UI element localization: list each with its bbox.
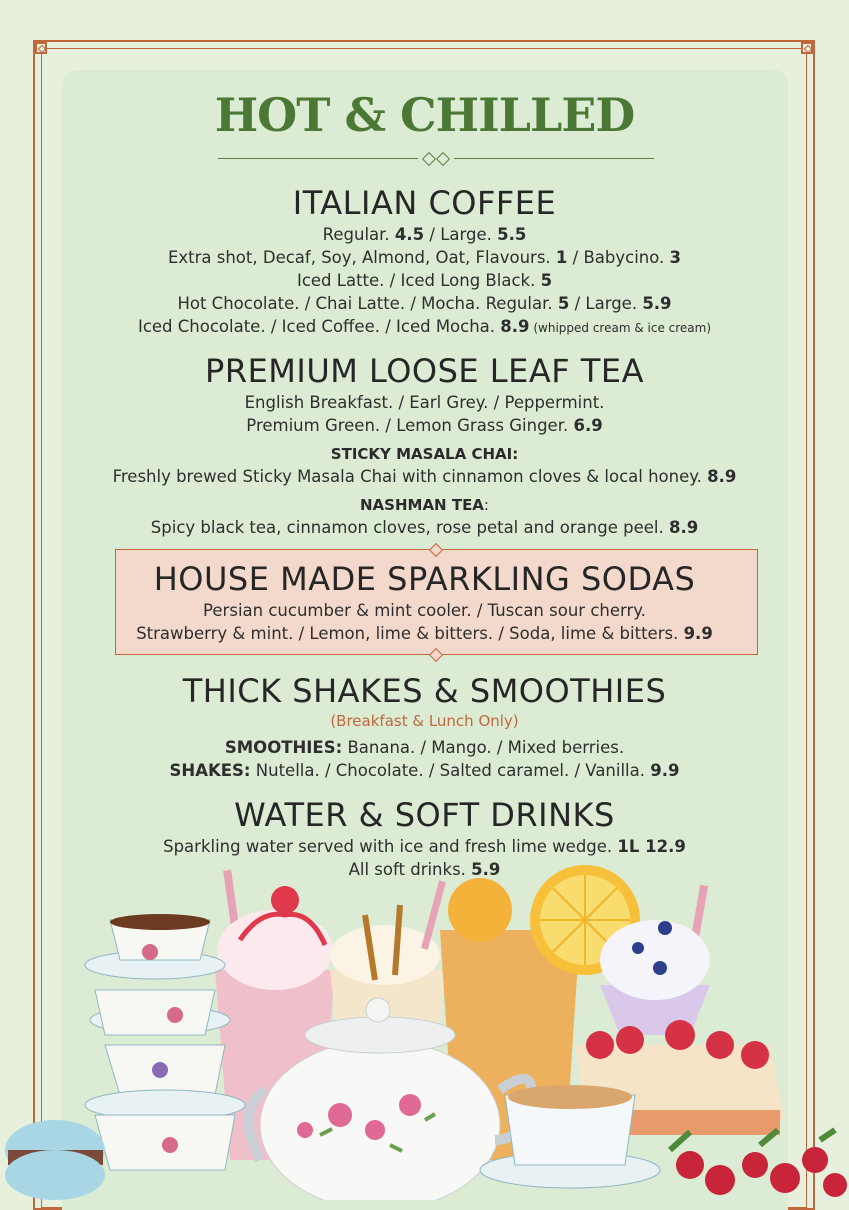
section-heading-italian-coffee: ITALIAN COFFEE <box>292 184 557 222</box>
water-line-1: Sparkling water served with ice and fresh lime wedge. 1L 12.9 <box>163 837 686 856</box>
section-heading-water: WATER & SOFT DRINKS <box>234 796 615 834</box>
water-line-2: All soft drinks. 5.9 <box>348 860 501 879</box>
nashman-line: Spicy black tea, cinnamon cloves, rose petal and orange peel. 8.9 <box>150 518 699 537</box>
tea-party-illustration <box>0 860 849 1200</box>
shakes-availability-note: (Breakfast & Lunch Only) <box>330 712 519 730</box>
cranberries <box>670 1130 847 1197</box>
coffee-line-5: Iced Chocolate. / Iced Coffee. / Iced Mocha. 8.9 (whipped cream & ice cream) <box>137 317 712 336</box>
section-heading-shakes: THICK SHAKES & SMOOTHIES <box>182 672 667 710</box>
chai-subheading: STICKY MASALA CHAI: <box>330 445 519 463</box>
coffee-line-4: Hot Chocolate. / Chai Latte. / Mocha. Regular. 5 / Large. 5.9 <box>177 294 672 313</box>
title-divider <box>218 153 654 165</box>
corner-ornament-top-right <box>801 42 813 54</box>
coffee-line-1: Regular. 4.5 / Large. 5.5 <box>322 225 527 244</box>
sodas-line-1: Persian cucumber & mint cooler. / Tuscan sour cherry. <box>203 601 646 620</box>
macarons <box>5 1120 105 1200</box>
coffee-line-3: Iced Latte. / Iced Long Black. 5 <box>296 271 553 290</box>
coffee-line-2: Extra shot, Decaf, Soy, Almond, Oat, Flavours. 1 / Babycino. 3 <box>167 248 682 267</box>
section-heading-sodas: HOUSE MADE SPARKLING SODAS <box>153 560 696 598</box>
section-heading-tea: PREMIUM LOOSE LEAF TEA <box>205 352 644 390</box>
sodas-line-2: Strawberry & mint. / Lemon, lime & bitters. / Soda, lime & bitters. 9.9 <box>136 624 713 643</box>
tea-line-1: English Breakfast. / Earl Grey. / Peppermint. <box>244 393 605 412</box>
smoothies-line: SMOOTHIES: Banana. / Mango. / Mixed berries. <box>224 738 625 757</box>
shakes-line: SHAKES: Nutella. / Chocolate. / Salted caramel. / Vanilla. 9.9 <box>169 761 680 780</box>
chai-line: Freshly brewed Sticky Masala Chai with cinnamon cloves & local honey. 8.9 <box>112 467 737 486</box>
nashman-subheading: NASHMAN TEA: <box>360 496 489 514</box>
corner-ornament-top-left <box>35 42 47 54</box>
tea-line-2: Premium Green. / Lemon Grass Ginger. 6.9 <box>246 416 603 435</box>
page-title: HOT & CHILLED <box>214 88 635 142</box>
